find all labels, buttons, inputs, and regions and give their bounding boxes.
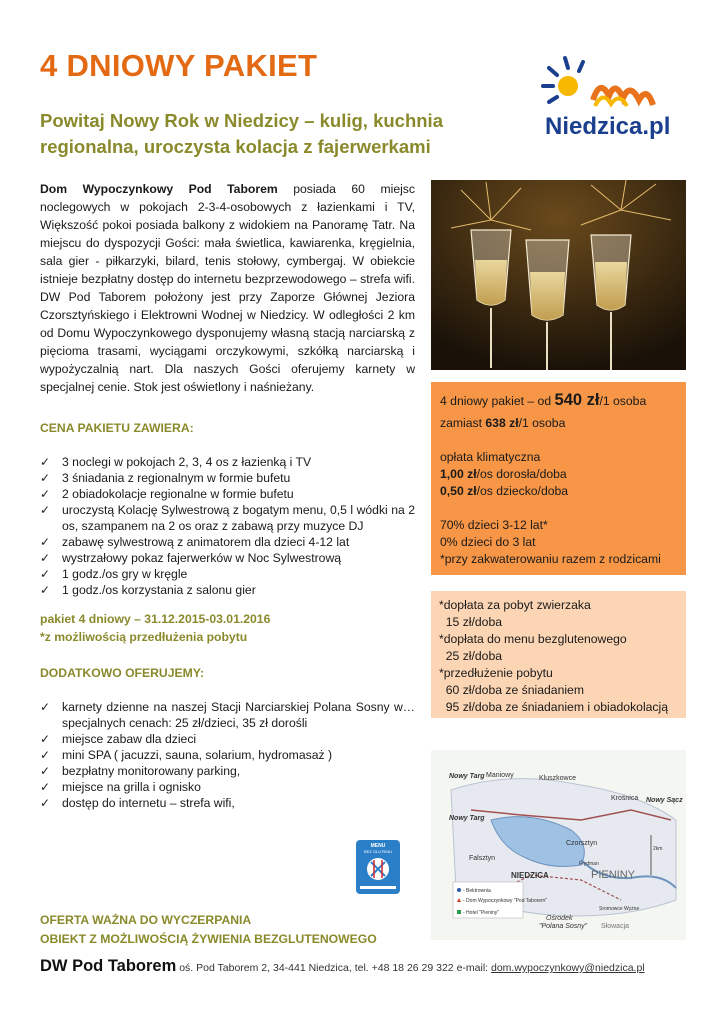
champagne-fireworks-photo bbox=[431, 180, 686, 370]
price-value: 540 zł bbox=[554, 391, 600, 409]
climate-fee-heading: opłata klimatyczna bbox=[440, 450, 541, 464]
extension-note: *z możliwością przedłużenia pobytu bbox=[40, 630, 248, 644]
map-legend-1: - Bektrownia bbox=[463, 888, 491, 894]
map-label-nowy-targ-1: Nowy Targ bbox=[449, 773, 485, 780]
hotel-description bbox=[40, 180, 415, 811]
extra-item bbox=[40, 699, 415, 731]
map-label-falsztyn: Falsztyn bbox=[469, 855, 496, 862]
include-item bbox=[40, 534, 415, 550]
logo-text: Niedzica.pl bbox=[545, 113, 671, 140]
extra-item bbox=[40, 731, 415, 747]
checkmark-icon: ✓ bbox=[40, 583, 51, 597]
fee-child-unit: /os dziecko/doba bbox=[476, 484, 569, 498]
sun-logo-icon bbox=[535, 50, 685, 150]
old-price-line bbox=[440, 415, 680, 432]
extra-item-text: karnety dzienne na naszej Stacji Narciarskiej Polana Sosny w… specjalnych cenach: 25 zł/dzieci, 35 zł dorośli bbox=[62, 700, 415, 730]
include-item bbox=[40, 486, 415, 502]
map-label-slowacja: Słowacja bbox=[601, 923, 630, 930]
champagne-glasses-image bbox=[431, 180, 686, 370]
checkmark-icon: ✓ bbox=[40, 567, 51, 581]
fee-child-value: 0,50 zł bbox=[440, 484, 477, 498]
map-scale: 2km bbox=[653, 846, 663, 852]
region-map-image bbox=[431, 750, 686, 940]
include-item bbox=[40, 550, 415, 566]
map-label-polana-sosny: "Polana Sosny" bbox=[539, 923, 588, 930]
page-title: 4 DNIOWY PAKIET bbox=[40, 48, 318, 83]
location-map bbox=[431, 750, 686, 940]
footer-address: oś. Pod Taborem 2, 34-441 Niedzica, tel. +48 18 26 29 322 e-mail: bbox=[176, 962, 491, 974]
checkmark-icon: ✓ bbox=[40, 503, 51, 517]
map-label-niedzica: NIEDZICA bbox=[511, 871, 549, 880]
extra-item-text: miejsce zabaw dla dzieci bbox=[62, 732, 197, 746]
old-price-value: 638 zł bbox=[485, 416, 519, 430]
include-item-text: zabawę sylwestrową z animatorem dla dzieci 4-12 lat bbox=[62, 535, 350, 549]
footer bbox=[40, 957, 645, 976]
hotel-name-bold: Dom Wypoczynkowy Pod Taborem bbox=[40, 182, 278, 196]
checkmark-icon: ✓ bbox=[40, 455, 51, 469]
page-subtitle: Powitaj Nowy Rok w Niedzicy – kulig, kuchnia regionalna, uroczysta kolacja z fajerwerkami bbox=[40, 110, 443, 157]
package-includes-list bbox=[40, 454, 415, 598]
package-dates: pakiet 4 dniowy – 31.12.2015-03.01.2016 bbox=[40, 612, 271, 626]
surcharge-line: 15 zł/doba bbox=[439, 615, 503, 629]
map-label-nowy-sacz: Nowy Sącz bbox=[646, 797, 683, 804]
map-legend-2: - Dom Wypoczynkowy "Pod Taborem" bbox=[463, 898, 547, 904]
extra-item-text: bezpłatny monitorowany parking, bbox=[62, 764, 241, 778]
description-text: posiada 60 miejsc noclegowych w pokojach 2-3-4-osobowych z łazienkami i TV, Większość pokoi posiada balkony z widokiem na Panoramę Tatr. Na miejscu do dyspozycji Gości: mała świetlica, kawiarenka, kręgielnia, sala gier - piłkarzyki, bilard, tenis stołowy, cymbergaj. W obiekcie istnieje bezpłatny dostęp do internetu bezprzewodowego – strefa wifi. DW Pod Taborem położony jest przy Zaporze Głównej Jeziora Czorsztyńskiego i Elektrowni Wodnej w Niedzicy. W odległości 2 km od Domu Wypoczynkowego dysponujemy własną stacją narciarską z pięcioma trasami, wyciągami orczykowymi, szkółką narciarską i wypożyczalnią nart. Dla naszych Gości oferujemy karnety w specjalnej cenie. Stok jest oświetlony i naśnieżany. bbox=[40, 182, 415, 394]
old-price-unit: /1 osoba bbox=[518, 416, 566, 430]
include-item bbox=[40, 502, 415, 534]
extra-item bbox=[40, 763, 415, 779]
map-label-czorsztyn: Czorsztyn bbox=[566, 840, 598, 847]
niedzica-logo bbox=[535, 50, 685, 150]
extra-item-text: dostęp do internetu – strefa wifi, bbox=[62, 796, 235, 810]
extra-item-text: miejsce na grilla i ognisko bbox=[62, 780, 201, 794]
map-legend-3: - Hotel "Pieniny" bbox=[463, 910, 500, 916]
checkmark-icon: ✓ bbox=[40, 487, 51, 501]
map-label-krosnica: Krośnica bbox=[611, 795, 639, 802]
fee-adult-value: 1,00 zł bbox=[440, 467, 477, 481]
include-item-text: 2 obiadokolacje regionalne w formie bufetu bbox=[62, 487, 294, 501]
extras-list bbox=[40, 699, 415, 811]
child-discount-1: 70% dzieci 3-12 lat* bbox=[440, 518, 548, 532]
include-item bbox=[40, 470, 415, 486]
extra-item-text: mini SPA ( jacuzzi, sauna, solarium, hydromasaż ) bbox=[62, 748, 333, 762]
checkmark-icon: ✓ bbox=[40, 748, 51, 762]
offer-valid-note: OFERTA WAŻNA DO WYCZERPANIA bbox=[40, 913, 252, 927]
checkmark-icon: ✓ bbox=[40, 764, 51, 778]
checkmark-icon: ✓ bbox=[40, 780, 51, 794]
gluten-free-note: OBIEKT Z MOŻLIWOŚCIĄ ŻYWIENIA BEZGLUTENOWEGO bbox=[40, 932, 377, 946]
climate-fee-adult bbox=[440, 466, 680, 483]
badge-text-top: MENU bbox=[370, 843, 386, 849]
price-prefix: 4 dniowy pakiet – od bbox=[440, 394, 555, 408]
checkmark-icon: ✓ bbox=[40, 796, 51, 810]
checkmark-icon: ✓ bbox=[40, 700, 51, 714]
surcharge-line: *przedłużenie pobytu bbox=[439, 666, 553, 680]
gluten-free-badge bbox=[356, 840, 400, 894]
price-box bbox=[431, 382, 686, 575]
cutlery-icon bbox=[365, 856, 391, 882]
map-label-maniowy: Maniowy bbox=[486, 772, 514, 779]
include-item-text: 3 śniadania z regionalnym w formie bufetu bbox=[62, 471, 291, 485]
badge-text-mid: BEZ GLUTENU bbox=[363, 849, 392, 854]
surcharge-line: *dopłata za pobyt zwierzaka bbox=[439, 598, 591, 612]
surcharge-lines bbox=[439, 597, 682, 716]
footer-name: DW Pod Taborem bbox=[40, 957, 177, 975]
price-line bbox=[440, 392, 680, 410]
include-item-text: 1 godz./os korzystania z salonu gier bbox=[62, 583, 256, 597]
surcharge-box bbox=[431, 591, 686, 718]
surcharge-line: 25 zł/doba bbox=[439, 649, 503, 663]
map-label-kluszkowce: Kluszkowce bbox=[539, 775, 576, 782]
map-label-nowy-targ-2: Nowy Targ bbox=[449, 815, 485, 822]
checkmark-icon: ✓ bbox=[40, 551, 51, 565]
include-item bbox=[40, 582, 415, 598]
extra-item bbox=[40, 779, 415, 795]
include-item-text: uroczystą Kolację Sylwestrową z bogatym menu, 0,5 l wódki na 2 os, szampanem na 2 os oraz z zabawą przy muzyce DJ bbox=[62, 503, 415, 533]
surcharge-line: 60 zł/doba ze śniadaniem bbox=[439, 683, 584, 697]
map-label-frydman: Frydman bbox=[579, 861, 599, 867]
include-item-text: 3 noclegi w pokojach 2, 3, 4 os z łazienką i TV bbox=[62, 455, 312, 469]
include-item bbox=[40, 566, 415, 582]
child-discount-note: *przy zakwaterowaniu razem z rodzicami bbox=[440, 552, 661, 566]
map-label-pieniny: PIENINY bbox=[591, 869, 636, 881]
footer-email-link[interactable]: dom.wypoczynkowy@niedzica.pl bbox=[491, 962, 645, 974]
surcharge-line: *dopłata do menu bezglutenowego bbox=[439, 632, 627, 646]
climate-fee-child bbox=[440, 483, 680, 500]
checkmark-icon: ✓ bbox=[40, 535, 51, 549]
extra-item bbox=[40, 747, 415, 763]
extras-heading: DODATKOWO OFERUJEMY: bbox=[40, 666, 205, 680]
surcharge-line: 95 zł/doba ze śniadaniem i obiadokolacją bbox=[439, 700, 669, 714]
checkmark-icon: ✓ bbox=[40, 732, 51, 746]
include-item-text: 1 godz./os gry w kręgle bbox=[62, 567, 188, 581]
old-price-prefix: zamiast bbox=[440, 416, 486, 430]
extra-item bbox=[40, 795, 415, 811]
include-item-text: wystrzałowy pokaz fajerwerków w Noc Sylwestrową bbox=[62, 551, 342, 565]
fee-adult-unit: /os dorosła/doba bbox=[476, 467, 567, 481]
badge-footer-bar bbox=[360, 886, 396, 889]
map-label-osrodek: Ośrodek bbox=[546, 915, 573, 922]
price-unit: /1 osoba bbox=[599, 394, 647, 408]
checkmark-icon: ✓ bbox=[40, 471, 51, 485]
package-includes-heading: CENA PAKIETU ZAWIERA: bbox=[40, 421, 194, 435]
map-label-sromowce: Sromowce Wyżne bbox=[599, 906, 640, 912]
child-discount-2: 0% dzieci do 3 lat bbox=[440, 535, 536, 549]
include-item bbox=[40, 454, 415, 470]
